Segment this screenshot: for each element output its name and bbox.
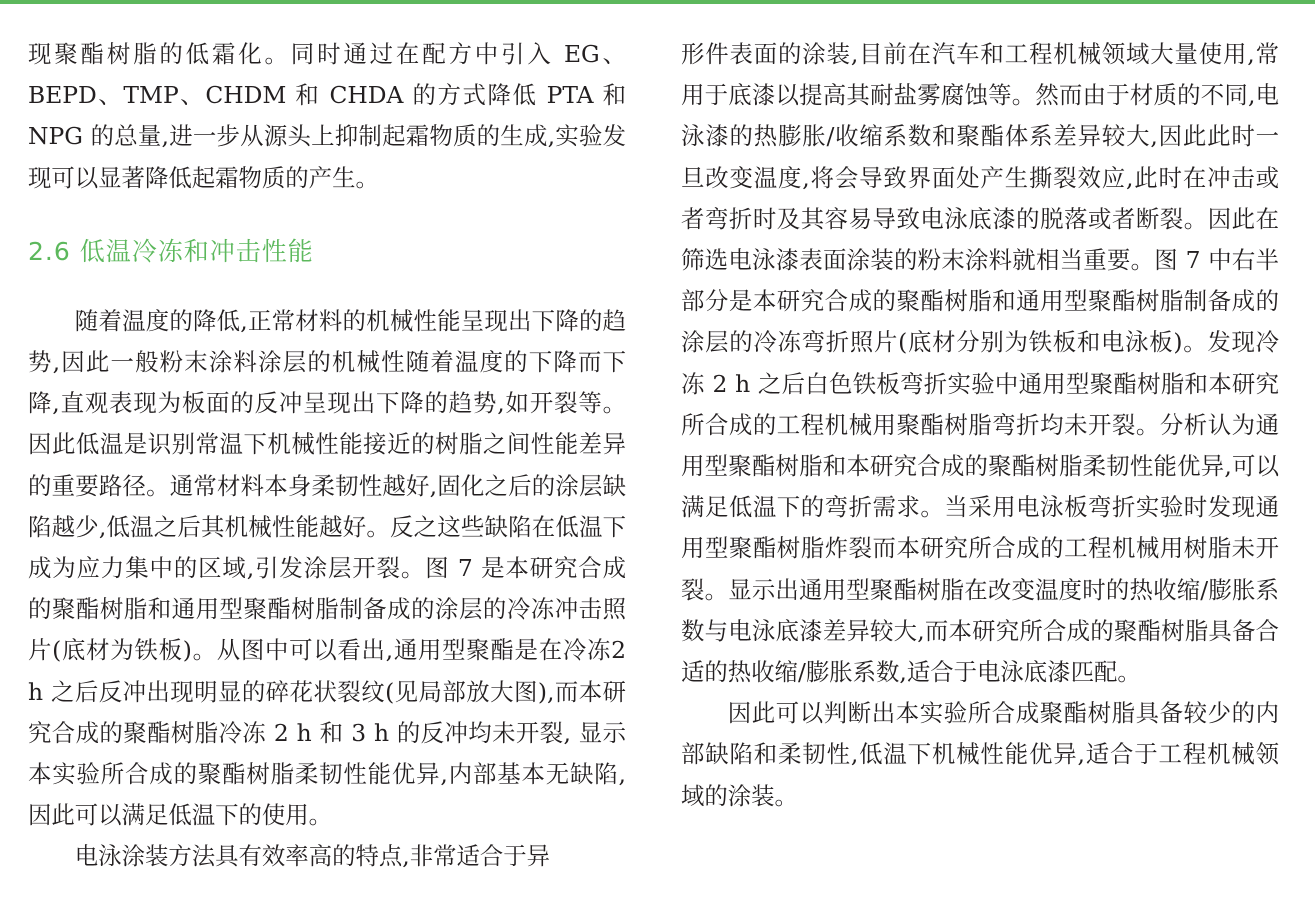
left-column [28,34,626,878]
section-heading: 2.6 低温冷冻和冲击性能 [28,236,314,266]
paragraph-continued: 形件表面的涂装,目前在汽车和工程机械领域大量使用,常用于底漆以提高其耐盐雾腐蚀等。然而由于材质的不同,电泳漆的热膨胀/收缩系数和聚酯体系差异较大,因此此时一旦改变温度,将会导致界面处产生撕裂效应,此时在冲击或者弯折时及其容易导致电泳底漆的脱落或者断裂。因此在筛选电泳漆表面涂装的粉末涂料就相当重要。图 7 中右半部分是本研究合成的聚酯树脂和通用型聚酯树脂制备成的涂层的冷冻弯折照片(底材分别为铁板和电泳板)。发现冷冻 2 h 之后白色铁板弯折实验中通用型聚酯树脂和本研究所合成的工程机械用聚酯树脂弯折均未开裂。分析认为通用型聚酯树脂和本研究合成的聚酯树脂柔韧性能优异,可以满足低温下的弯折需求。当采用电泳板弯折实验时发现通用型聚酯树脂炸裂而本研究所合成的工程机械用树脂未开裂。显示出通用型聚酯树脂在改变温度时的热收缩/膨胀系数与电泳底漆差异较大,而本研究所合成的聚酯树脂具备合适的热收缩/膨胀系数,适合于电泳底漆匹配。 [681,40,1279,687]
paragraph: 随着温度的降低,正常材料的机械性能呈现出下降的趋势,因此一般粉末涂料涂层的机械性随着温度的下降而下降,直观表现为板面的反冲呈现出下降的趋势,如开裂等。因此低温是识别常温下机械性能接近的树脂之间性能差异的重要路径。通常材料本身柔韧性越好,固化之后的涂层缺陷越少,低温之后其机械性能越好。反之这些缺陷在低温下成为应力集中的区域,引发涂层开裂。图 7 是本研究合成的聚酯树脂和通用型聚酯树脂制备成的涂层的冷冻冲击照片(底材为铁板)。从图中可以看出,通用型聚酯是在冷冻2 h 之后反冲出现明显的碎花状裂纹(见局部放大图),而本研究合成的聚酯树脂冷冻 2 h 和 3 h 的反冲均未开裂, 显示本实验所合成的聚酯树脂柔韧性能优异,内部基本无缺陷,因此可以满足低温下的使用。 [28,306,626,830]
paragraph-continued: 现聚酯树脂的低霜化。同时通过在配方中引入 EG、BEPD、TMP、CHDM 和 CHDA 的方式降低 PTA 和 NPG 的总量,进一步从源头上抑制起霜物质的生成,实验发现可以显著降低起霜物质的产生。 [28,40,626,192]
top-accent-rule [0,0,1315,4]
right-column [681,34,1279,817]
paragraph: 因此可以判断出本实验所合成聚酯树脂具备较少的内部缺陷和柔韧性,低温下机械性能优异,适合于工程机械领域的涂装。 [681,699,1279,810]
paragraph: 电泳涂装方法具有效率高的特点,非常适合于异 [74,842,551,871]
